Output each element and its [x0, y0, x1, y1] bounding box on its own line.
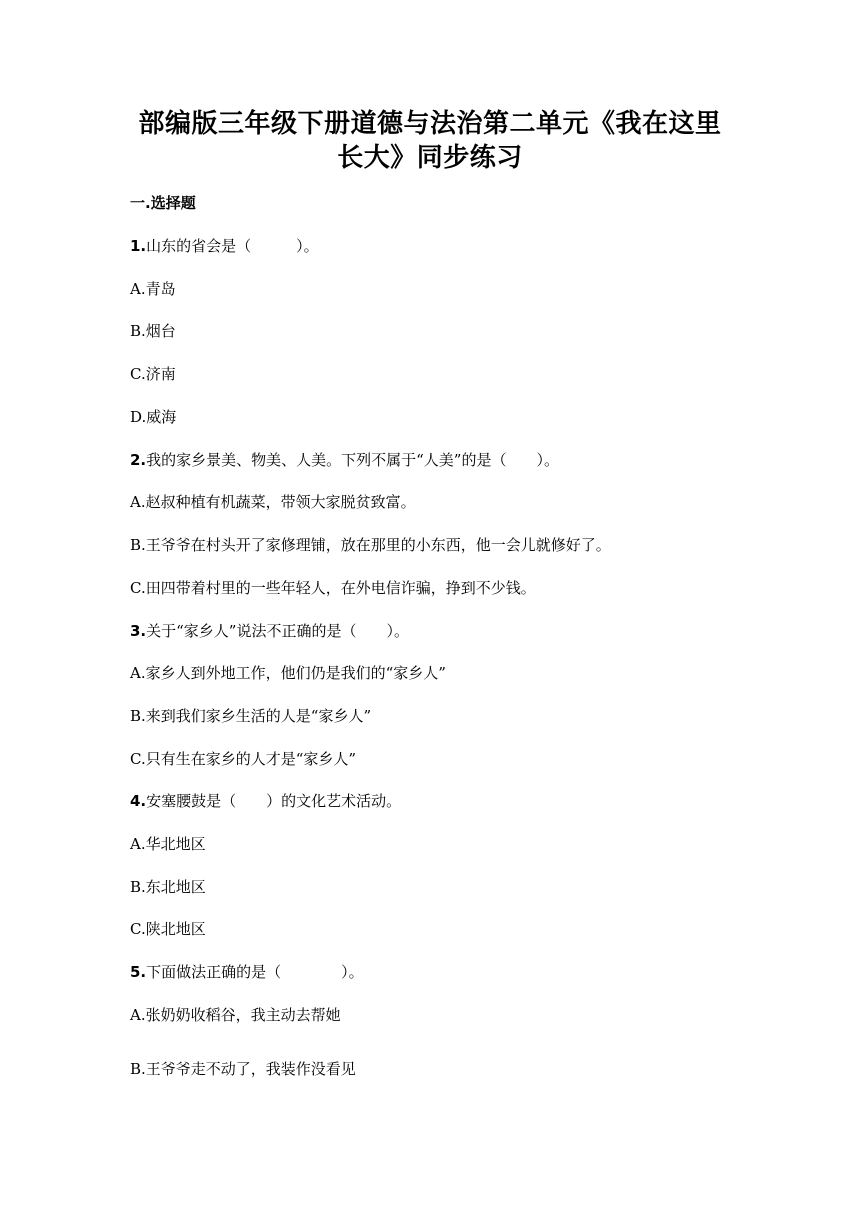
question-2-option-b: B.王爷爷在村头开了家修理铺，放在那里的小东西，他一会儿就修好了。	[130, 536, 611, 554]
question-1-option-b: B.烟台	[130, 322, 176, 340]
question-text: 下面做法正确的是（ ）。	[146, 963, 364, 981]
question-number: 2.	[130, 451, 147, 469]
question-number: 5.	[130, 963, 147, 981]
question-5-stem	[130, 961, 364, 983]
question-3-stem	[130, 620, 409, 642]
question-number: 4.	[130, 792, 147, 810]
section-heading: 一.选择题	[130, 194, 196, 212]
question-1-option-a: A.青岛	[130, 280, 176, 298]
question-number: 3.	[130, 622, 147, 640]
question-4-stem	[130, 790, 401, 812]
question-text: 我的家乡景美、物美、人美。下列不属于“人美”的是（ ）。	[146, 451, 559, 469]
page-title-line-1: 部编版三年级下册道德与法治第二单元《我在这里	[138, 109, 722, 139]
question-5-option-b: B.王爷爷走不动了，我装作没看见	[130, 1060, 356, 1078]
question-4-option-c: C.陕北地区	[130, 920, 206, 938]
question-3-option-a: A.家乡人到外地工作，他们仍是我们的“家乡人”	[130, 664, 446, 682]
question-3-option-b: B.来到我们家乡生活的人是“家乡人”	[130, 707, 372, 725]
question-1-option-c: C.济南	[130, 365, 176, 383]
question-2-option-c: C.田四带着村里的一些年轻人，在外电信诈骗，挣到不少钱。	[130, 579, 536, 597]
question-5-option-a: A.张奶奶收稻谷，我主动去帮她	[130, 1006, 341, 1024]
question-1-stem	[130, 235, 319, 257]
question-number: 1.	[130, 237, 147, 255]
question-2-stem	[130, 449, 559, 471]
page-title-line-2: 长大》同步练习	[337, 143, 523, 173]
question-1-option-d: D.威海	[130, 408, 177, 426]
question-text: 安塞腰鼓是（ ）的文化艺术活动。	[146, 792, 402, 810]
question-text: 关于“家乡人”说法不正确的是（ ）。	[146, 622, 409, 640]
question-4-option-b: B.东北地区	[130, 878, 206, 896]
question-4-option-a: A.华北地区	[130, 835, 206, 853]
question-text: 山东的省会是（ ）。	[146, 237, 319, 255]
question-2-option-a: A.赵叔种植有机蔬菜，带领大家脱贫致富。	[130, 493, 416, 511]
question-3-option-c: C.只有生在家乡的人才是“家乡人”	[130, 750, 357, 768]
